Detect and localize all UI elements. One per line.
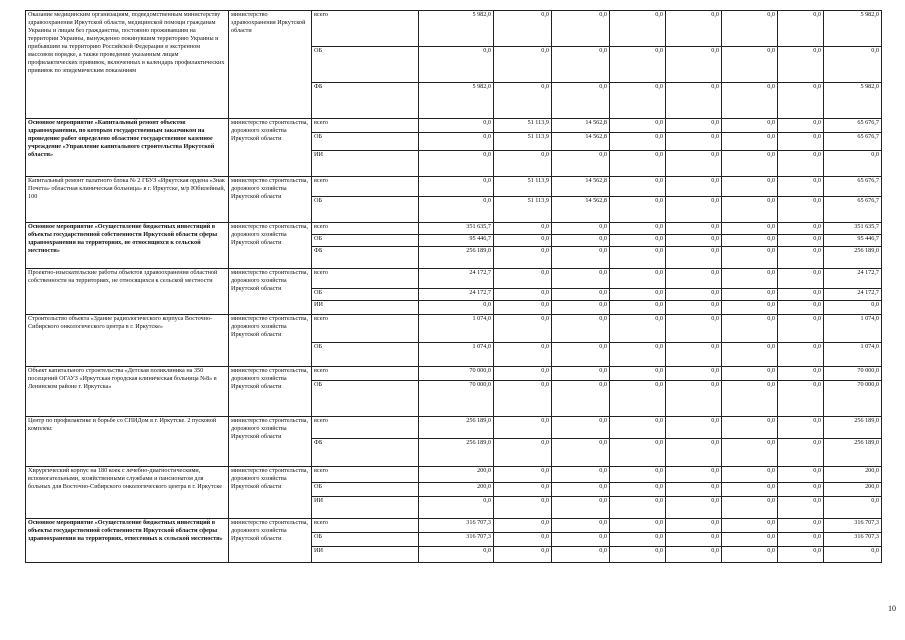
year-value-cell: 316 707,3 <box>419 519 494 533</box>
table-row <box>26 269 882 289</box>
year-value-cell: 0,0 <box>552 289 610 301</box>
year-value-cell: 256 189,0 <box>419 247 494 269</box>
year-value-cell: 316 707,3 <box>419 533 494 547</box>
year-value-cell: 0,0 <box>778 533 824 547</box>
year-value-cell: 0,0 <box>494 467 552 483</box>
year-value-cell: 0,0 <box>610 315 666 343</box>
year-value-cell: 5 982,0 <box>419 83 494 119</box>
total-value-cell: 65 676,7 <box>824 133 882 151</box>
year-value-cell: 0,0 <box>610 467 666 483</box>
year-value-cell: 0,0 <box>778 497 824 519</box>
year-value-cell: 0,0 <box>778 301 824 315</box>
year-value-cell: 0,0 <box>419 133 494 151</box>
funding-source-cell: ОБ <box>312 343 419 367</box>
year-value-cell: 0,0 <box>494 247 552 269</box>
year-value-cell: 0,0 <box>610 547 666 563</box>
year-value-cell: 0,0 <box>666 381 722 417</box>
year-value-cell: 0,0 <box>666 47 722 83</box>
year-value-cell: 0,0 <box>494 519 552 533</box>
table-row <box>26 367 882 381</box>
year-value-cell: 0,0 <box>610 83 666 119</box>
total-value-cell: 65 676,7 <box>824 177 882 197</box>
year-value-cell: 51 113,9 <box>494 177 552 197</box>
year-value-cell: 0,0 <box>552 11 610 47</box>
funding-source-cell: ОБ <box>312 133 419 151</box>
table-row <box>26 467 882 483</box>
measure-name-cell: Оказание медицинским организациям, подведомственным министерству здравоохранения Иркутской области, медицинской помощи гражданам Украины и лицам без гражданства, постоянно проживавшим на территории Украины, вынужденно покинувшим территорию Украины и прибывшим на территорию Российской Федерации в экстренном массовом порядке, а также проведение указанным лицам профилактических прививок, включенных в календарь профилактических прививок по эпидемическим показаниям <box>26 11 229 119</box>
funding-source-cell: ИИ <box>312 547 419 563</box>
year-value-cell: 51 113,9 <box>494 197 552 223</box>
year-value-cell: 0,0 <box>610 439 666 467</box>
year-value-cell: 0,0 <box>610 533 666 547</box>
executor-cell: министерство строительства, дорожного хозяйства Иркутской области <box>229 367 312 417</box>
year-value-cell: 24 172,7 <box>419 289 494 301</box>
table-body <box>26 11 882 563</box>
year-value-cell: 0,0 <box>552 439 610 467</box>
year-value-cell: 0,0 <box>778 547 824 563</box>
total-value-cell: 200,0 <box>824 467 882 483</box>
year-value-cell: 351 635,7 <box>419 223 494 235</box>
year-value-cell: 0,0 <box>666 289 722 301</box>
year-value-cell: 0,0 <box>494 439 552 467</box>
year-value-cell: 0,0 <box>552 381 610 417</box>
year-value-cell: 0,0 <box>419 47 494 83</box>
year-value-cell: 0,0 <box>778 367 824 381</box>
year-value-cell: 0,0 <box>666 547 722 563</box>
year-value-cell: 0,0 <box>778 11 824 47</box>
year-value-cell: 0,0 <box>610 497 666 519</box>
total-value-cell: 0,0 <box>824 497 882 519</box>
year-value-cell: 0,0 <box>778 151 824 177</box>
measure-name-cell: Проектно-изыскательские работы объектов здравоохранения областной собственности на территориях, не относящихся к сельской местности <box>26 269 229 315</box>
measure-name-cell: Центр по профилактике и борьбе со СПИДом в г. Иркутске. 2 пусковой комплекс <box>26 417 229 467</box>
year-value-cell: 0,0 <box>722 467 778 483</box>
year-value-cell: 0,0 <box>778 177 824 197</box>
year-value-cell: 0,0 <box>722 247 778 269</box>
year-value-cell: 0,0 <box>722 177 778 197</box>
year-value-cell: 0,0 <box>610 133 666 151</box>
total-value-cell: 1 074,0 <box>824 343 882 367</box>
year-value-cell: 0,0 <box>778 119 824 133</box>
year-value-cell: 0,0 <box>722 547 778 563</box>
year-value-cell: 0,0 <box>552 47 610 83</box>
year-value-cell: 0,0 <box>610 417 666 439</box>
year-value-cell: 1 074,0 <box>419 315 494 343</box>
year-value-cell: 70 000,0 <box>419 381 494 417</box>
total-value-cell: 5 982,0 <box>824 83 882 119</box>
funding-source-cell: ИИ <box>312 151 419 177</box>
year-value-cell: 0,0 <box>552 151 610 177</box>
year-value-cell: 0,0 <box>778 315 824 343</box>
year-value-cell: 0,0 <box>778 269 824 289</box>
year-value-cell: 0,0 <box>494 235 552 247</box>
year-value-cell: 0,0 <box>722 497 778 519</box>
year-value-cell: 0,0 <box>610 11 666 47</box>
year-value-cell: 0,0 <box>494 533 552 547</box>
total-value-cell: 24 172,7 <box>824 289 882 301</box>
year-value-cell: 51 113,9 <box>494 119 552 133</box>
year-value-cell: 14 562,8 <box>552 177 610 197</box>
year-value-cell: 0,0 <box>610 519 666 533</box>
year-value-cell: 0,0 <box>610 343 666 367</box>
year-value-cell: 5 982,0 <box>419 11 494 47</box>
year-value-cell: 14 562,8 <box>552 133 610 151</box>
total-value-cell: 5 982,0 <box>824 11 882 47</box>
table-row <box>26 177 882 197</box>
year-value-cell: 0,0 <box>494 343 552 367</box>
funding-source-cell: ИИ <box>312 301 419 315</box>
page-number: 10 <box>888 604 896 613</box>
executor-cell: министерство строительства, дорожного хозяйства Иркутской области <box>229 269 312 315</box>
year-value-cell: 0,0 <box>494 301 552 315</box>
year-value-cell: 0,0 <box>722 289 778 301</box>
year-value-cell: 0,0 <box>610 381 666 417</box>
year-value-cell: 0,0 <box>552 467 610 483</box>
year-value-cell: 0,0 <box>722 151 778 177</box>
year-value-cell: 0,0 <box>610 235 666 247</box>
year-value-cell: 0,0 <box>552 343 610 367</box>
year-value-cell: 256 189,0 <box>419 439 494 467</box>
year-value-cell: 14 562,8 <box>552 119 610 133</box>
year-value-cell: 0,0 <box>778 197 824 223</box>
year-value-cell: 0,0 <box>552 519 610 533</box>
year-value-cell: 0,0 <box>778 343 824 367</box>
measure-name-cell: Капитальный ремонт палатного блока № 2 ГБУЗ «Иркутская ордена «Знак Почета» областная клиническая больница» в г. Иркутске, м/р Юбилейный, 100 <box>26 177 229 223</box>
year-value-cell: 0,0 <box>778 417 824 439</box>
year-value-cell: 0,0 <box>552 247 610 269</box>
executor-cell: министерство строительства, дорожного хозяйства Иркутской области <box>229 177 312 223</box>
year-value-cell: 0,0 <box>722 11 778 47</box>
year-value-cell: 0,0 <box>666 223 722 235</box>
funding-source-cell: ОБ <box>312 381 419 417</box>
year-value-cell: 0,0 <box>419 151 494 177</box>
year-value-cell: 0,0 <box>419 497 494 519</box>
measure-name-cell: Основное мероприятие «Капитальный ремонт объектов здравоохранения, по которым государственным заказчиком на проведение работ определено областное государственное казенное учреждение «Управление капитального строительства Иркутской области» <box>26 119 229 177</box>
year-value-cell: 200,0 <box>419 483 494 497</box>
funding-source-cell: всего <box>312 367 419 381</box>
year-value-cell: 0,0 <box>666 235 722 247</box>
year-value-cell: 0,0 <box>552 235 610 247</box>
funding-source-cell: всего <box>312 315 419 343</box>
year-value-cell: 0,0 <box>778 247 824 269</box>
year-value-cell: 0,0 <box>666 483 722 497</box>
year-value-cell: 0,0 <box>610 197 666 223</box>
measure-name-cell: Хирургический корпус на 180 коек с лечебно-диагностическими, вспомогательными, хозяйственными службами и пансионатом для больных для Восточно-Сибирского онкологического центра в г. Иркутске <box>26 467 229 519</box>
executor-cell: министерство строительства, дорожного хозяйства Иркутской области <box>229 315 312 367</box>
year-value-cell: 0,0 <box>552 269 610 289</box>
year-value-cell: 0,0 <box>494 497 552 519</box>
total-value-cell: 351 635,7 <box>824 223 882 235</box>
funding-source-cell: ОБ <box>312 483 419 497</box>
funding-source-cell: ОБ <box>312 197 419 223</box>
funding-source-cell: всего <box>312 11 419 47</box>
year-value-cell: 0,0 <box>722 197 778 223</box>
year-value-cell: 0,0 <box>610 269 666 289</box>
year-value-cell: 0,0 <box>722 47 778 83</box>
funding-source-cell: ИИ <box>312 497 419 519</box>
total-value-cell: 0,0 <box>824 547 882 563</box>
total-value-cell: 70 000,0 <box>824 381 882 417</box>
executor-cell: министерство строительства, дорожного хозяйства Иркутской области <box>229 417 312 467</box>
year-value-cell: 0,0 <box>722 301 778 315</box>
total-value-cell: 70 000,0 <box>824 367 882 381</box>
table-row <box>26 119 882 133</box>
year-value-cell: 0,0 <box>494 367 552 381</box>
year-value-cell: 0,0 <box>666 133 722 151</box>
year-value-cell: 0,0 <box>494 151 552 177</box>
year-value-cell: 0,0 <box>494 547 552 563</box>
funding-source-cell: всего <box>312 223 419 235</box>
year-value-cell: 0,0 <box>666 467 722 483</box>
measure-name-cell: Основное мероприятие «Осуществление бюджетных инвестиций в объекты государственной собственности Иркутской области сферы здравоохранения на территориях, отнесенных к сельской местности» <box>26 519 229 563</box>
table-row <box>26 315 882 343</box>
year-value-cell: 0,0 <box>666 417 722 439</box>
year-value-cell: 14 562,8 <box>552 197 610 223</box>
executor-cell: министерство строительства, дорожного хозяйства Иркутской области <box>229 223 312 269</box>
year-value-cell: 0,0 <box>552 497 610 519</box>
year-value-cell: 0,0 <box>722 343 778 367</box>
year-value-cell: 0,0 <box>722 315 778 343</box>
table-row <box>26 519 882 533</box>
total-value-cell: 65 676,7 <box>824 197 882 223</box>
year-value-cell: 0,0 <box>552 315 610 343</box>
year-value-cell: 0,0 <box>722 223 778 235</box>
year-value-cell: 0,0 <box>552 301 610 315</box>
executor-cell: министерство строительства, дорожного хозяйства Иркутской области <box>229 519 312 563</box>
year-value-cell: 0,0 <box>494 11 552 47</box>
year-value-cell: 0,0 <box>610 483 666 497</box>
year-value-cell: 0,0 <box>778 439 824 467</box>
total-value-cell: 0,0 <box>824 151 882 177</box>
total-value-cell: 0,0 <box>824 301 882 315</box>
year-value-cell: 0,0 <box>778 83 824 119</box>
year-value-cell: 0,0 <box>666 301 722 315</box>
funding-source-cell: всего <box>312 417 419 439</box>
year-value-cell: 0,0 <box>722 83 778 119</box>
year-value-cell: 0,0 <box>552 417 610 439</box>
year-value-cell: 0,0 <box>552 223 610 235</box>
year-value-cell: 0,0 <box>610 119 666 133</box>
year-value-cell: 0,0 <box>494 289 552 301</box>
year-value-cell: 0,0 <box>666 197 722 223</box>
year-value-cell: 0,0 <box>419 119 494 133</box>
year-value-cell: 0,0 <box>722 133 778 151</box>
table-row <box>26 417 882 439</box>
year-value-cell: 0,0 <box>722 269 778 289</box>
year-value-cell: 0,0 <box>722 235 778 247</box>
funding-source-cell: всего <box>312 177 419 197</box>
year-value-cell: 0,0 <box>419 177 494 197</box>
measure-name-cell: Основное мероприятие «Осуществление бюджетных инвестиций в объекты государственной собственности Иркутской области сферы здравоохранения на территориях, не относящихся к сельской местности» <box>26 223 229 269</box>
total-value-cell: 256 189,0 <box>824 247 882 269</box>
funding-source-cell: всего <box>312 467 419 483</box>
year-value-cell: 0,0 <box>666 151 722 177</box>
year-value-cell: 0,0 <box>494 83 552 119</box>
year-value-cell: 0,0 <box>722 367 778 381</box>
year-value-cell: 0,0 <box>494 417 552 439</box>
year-value-cell: 70 000,0 <box>419 367 494 381</box>
year-value-cell: 0,0 <box>419 301 494 315</box>
year-value-cell: 0,0 <box>419 547 494 563</box>
funding-source-cell: ОБ <box>312 47 419 83</box>
year-value-cell: 0,0 <box>778 235 824 247</box>
year-value-cell: 0,0 <box>494 47 552 83</box>
year-value-cell: 0,0 <box>494 381 552 417</box>
funding-source-cell: ОБ <box>312 533 419 547</box>
year-value-cell: 0,0 <box>552 367 610 381</box>
year-value-cell: 0,0 <box>610 223 666 235</box>
year-value-cell: 0,0 <box>666 177 722 197</box>
year-value-cell: 0,0 <box>778 483 824 497</box>
budget-table <box>25 10 882 563</box>
total-value-cell: 95 446,7 <box>824 235 882 247</box>
year-value-cell: 0,0 <box>610 247 666 269</box>
funding-source-cell: ФБ <box>312 83 419 119</box>
funding-source-cell: ОБ <box>312 235 419 247</box>
total-value-cell: 256 189,0 <box>824 439 882 467</box>
year-value-cell: 0,0 <box>494 269 552 289</box>
year-value-cell: 0,0 <box>666 519 722 533</box>
year-value-cell: 0,0 <box>610 177 666 197</box>
funding-source-cell: ФБ <box>312 247 419 269</box>
year-value-cell: 1 074,0 <box>419 343 494 367</box>
year-value-cell: 0,0 <box>494 483 552 497</box>
year-value-cell: 0,0 <box>778 289 824 301</box>
year-value-cell: 0,0 <box>778 519 824 533</box>
table-row <box>26 11 882 47</box>
year-value-cell: 0,0 <box>419 197 494 223</box>
executor-cell: министерство строительства, дорожного хозяйства Иркутской области <box>229 119 312 177</box>
year-value-cell: 0,0 <box>722 483 778 497</box>
funding-source-cell: ФБ <box>312 439 419 467</box>
year-value-cell: 0,0 <box>666 315 722 343</box>
year-value-cell: 0,0 <box>666 367 722 381</box>
year-value-cell: 0,0 <box>666 11 722 47</box>
year-value-cell: 0,0 <box>778 223 824 235</box>
year-value-cell: 200,0 <box>419 467 494 483</box>
measure-name-cell: Строительство объекта «Здание радиологического корпуса Восточно-Сибирского онкологического центра в г. Иркутске» <box>26 315 229 367</box>
year-value-cell: 0,0 <box>722 439 778 467</box>
year-value-cell: 0,0 <box>666 269 722 289</box>
year-value-cell: 0,0 <box>722 533 778 547</box>
year-value-cell: 0,0 <box>552 533 610 547</box>
year-value-cell: 0,0 <box>722 119 778 133</box>
year-value-cell: 0,0 <box>494 223 552 235</box>
total-value-cell: 256 189,0 <box>824 417 882 439</box>
year-value-cell: 0,0 <box>722 381 778 417</box>
year-value-cell: 0,0 <box>610 301 666 315</box>
total-value-cell: 0,0 <box>824 47 882 83</box>
year-value-cell: 0,0 <box>666 497 722 519</box>
year-value-cell: 51 113,9 <box>494 133 552 151</box>
year-value-cell: 0,0 <box>666 533 722 547</box>
total-value-cell: 24 172,7 <box>824 269 882 289</box>
year-value-cell: 0,0 <box>722 519 778 533</box>
year-value-cell: 0,0 <box>666 343 722 367</box>
year-value-cell: 0,0 <box>552 483 610 497</box>
year-value-cell: 24 172,7 <box>419 269 494 289</box>
year-value-cell: 0,0 <box>666 439 722 467</box>
year-value-cell: 0,0 <box>778 133 824 151</box>
year-value-cell: 0,0 <box>552 83 610 119</box>
year-value-cell: 0,0 <box>666 83 722 119</box>
table-row <box>26 223 882 235</box>
year-value-cell: 0,0 <box>494 315 552 343</box>
year-value-cell: 0,0 <box>666 119 722 133</box>
year-value-cell: 0,0 <box>722 417 778 439</box>
funding-source-cell: всего <box>312 269 419 289</box>
year-value-cell: 256 189,0 <box>419 417 494 439</box>
measure-name-cell: Объект капитального строительства «Детская поликлиника на 350 посещений ОГАУЗ «Иркутская городская клиническая больница №8» в Ленинском районе г. Иркутска» <box>26 367 229 417</box>
total-value-cell: 65 676,7 <box>824 119 882 133</box>
funding-source-cell: ОБ <box>312 289 419 301</box>
year-value-cell: 0,0 <box>666 247 722 269</box>
year-value-cell: 0,0 <box>610 367 666 381</box>
year-value-cell: 0,0 <box>552 547 610 563</box>
funding-source-cell: всего <box>312 519 419 533</box>
executor-cell: министерство здравоохранения Иркутской области <box>229 11 312 119</box>
year-value-cell: 0,0 <box>778 381 824 417</box>
year-value-cell: 0,0 <box>778 47 824 83</box>
year-value-cell: 0,0 <box>610 289 666 301</box>
total-value-cell: 316 707,3 <box>824 533 882 547</box>
total-value-cell: 200,0 <box>824 483 882 497</box>
total-value-cell: 1 074,0 <box>824 315 882 343</box>
funding-source-cell: всего <box>312 119 419 133</box>
executor-cell: министерство строительства, дорожного хозяйства Иркутской области <box>229 467 312 519</box>
year-value-cell: 0,0 <box>778 467 824 483</box>
year-value-cell: 95 446,7 <box>419 235 494 247</box>
year-value-cell: 0,0 <box>610 151 666 177</box>
year-value-cell: 0,0 <box>610 47 666 83</box>
total-value-cell: 316 707,3 <box>824 519 882 533</box>
